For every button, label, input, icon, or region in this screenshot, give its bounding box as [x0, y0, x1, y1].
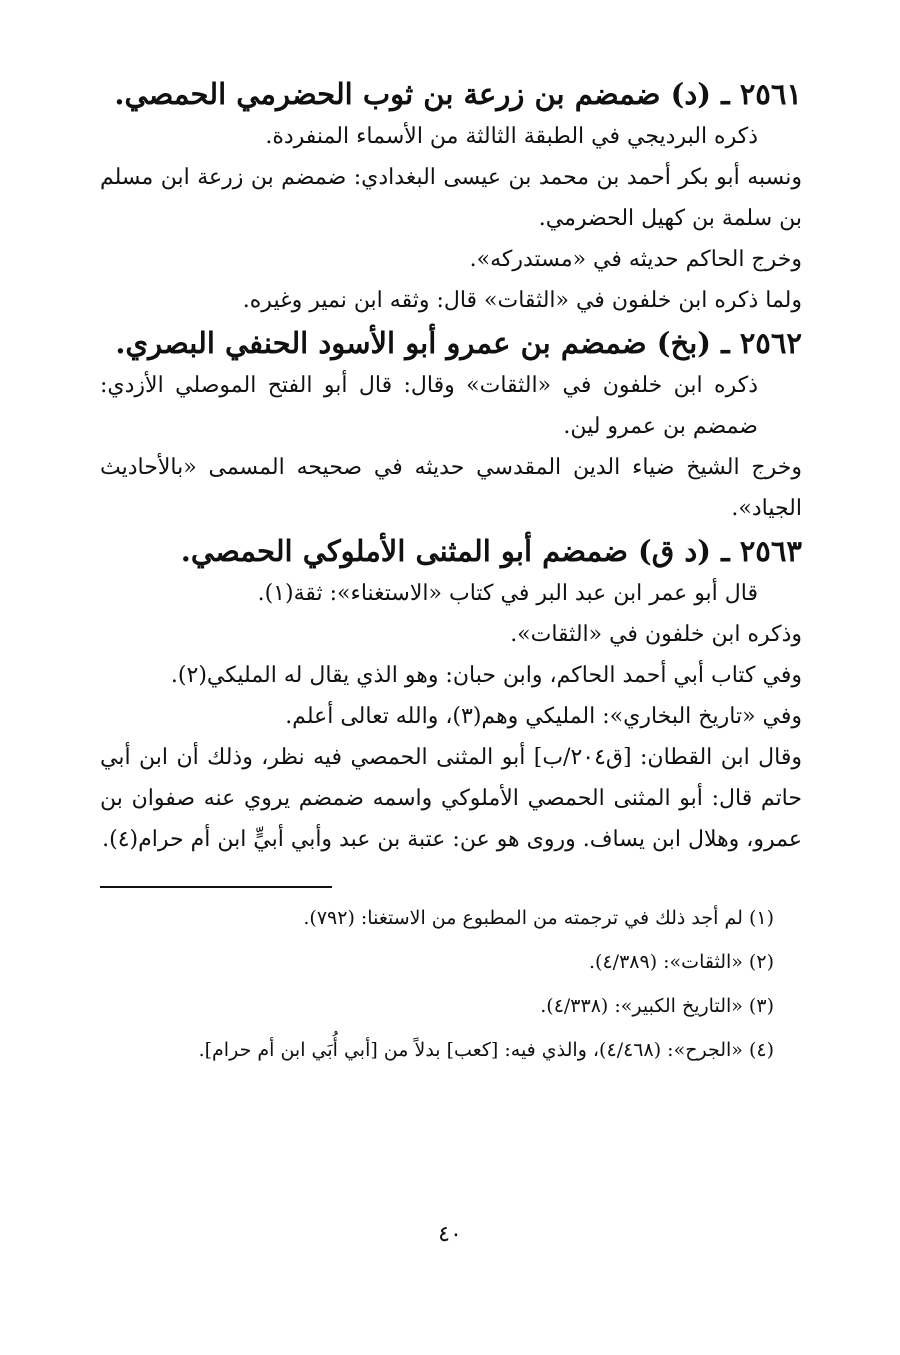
entry-paragraph: وخرج الشيخ ضياء الدين المقدسي حديثه في صحيحه المسمى «بالأحاديث الجياد».	[100, 455, 802, 521]
entry-paragraph: وخرج الحاكم حديثه في «مستدركه».	[469, 247, 802, 272]
footnote-1: (١) لم أجد ذلك في ترجمته من المطبوع من الاستغنا: (٧٩٢).	[303, 907, 774, 929]
footnote-4: (٤) «الجرح»: (٤/٤٦٨)، والذي فيه: [كعب] بدلاً من [أبي أُبَي ابن أم حرام].	[198, 1039, 774, 1061]
footnotes	[100, 896, 802, 1072]
entry-paragraph: وقال ابن القطان: [ق٢٠٤/ب] أبو المثنى الحمصي فيه نظر، وذلك أن ابن أبي حاتم قال: أبو المثنى الحمصي الأملوكي واسمه ضمضم يروي عنه صفوان بن عمرو، وهلال ابن يساف. وروى هو عن: عتبة بن عبد وأبي أبيٍّ ابن أم حرام(٤).	[100, 745, 802, 852]
entry-title-2562: ٢٥٦٢ ـ (بخ) ضمضم بن عمرو أبو الأسود الحنفي البصري.	[115, 326, 802, 360]
entry-paragraph: وفي كتاب أبي أحمد الحاكم، وابن حبان: وهو الذي يقال له المليكي(٢).	[170, 663, 802, 688]
footnote-3: (٣) «التاريخ الكبير»: (٤/٣٣٨).	[540, 995, 774, 1017]
entry-paragraph: ذكره البرديجي في الطبقة الثالثة من الأسماء المنفردة.	[265, 124, 758, 149]
book-page	[100, 72, 802, 1072]
entry-paragraph: ونسبه أبو بكر أحمد بن محمد بن عيسى البغدادي: ضمضم بن زرعة ابن مسلم بن سلمة بن كهيل الحضرمي.	[100, 165, 802, 231]
entry-title-2563: ٢٥٦٣ ـ (د ق) ضمضم أبو المثنى الأملوكي الحمصي.	[180, 534, 802, 568]
entry-paragraph: ذكره ابن خلفون في «الثقات» وقال: قال أبو الفتح الموصلي الأزدي: ضمضم بن عمرو لين.	[100, 373, 758, 439]
page-number: ٤٠	[438, 1222, 462, 1247]
entry-paragraph: وفي «تاريخ البخاري»: المليكي وهم(٣)، والله تعالى أعلم.	[285, 704, 802, 729]
entry-paragraph: قال أبو عمر ابن عبد البر في كتاب «الاستغناء»: ثقة(١).	[257, 581, 758, 606]
footnote-divider	[100, 886, 332, 888]
entry-paragraph: ولما ذكره ابن خلفون في «الثقات» قال: وثقه ابن نمير وغيره.	[242, 288, 802, 313]
entry-title-2561: ٢٥٦١ ـ (د) ضمضم بن زرعة بن ثوب الحضرمي الحمصي.	[114, 77, 802, 111]
entry-paragraph: وذكره ابن خلفون في «الثقات».	[510, 622, 802, 647]
footnote-2: (٢) «الثقات»: (٤/٣٨٩).	[589, 951, 774, 973]
